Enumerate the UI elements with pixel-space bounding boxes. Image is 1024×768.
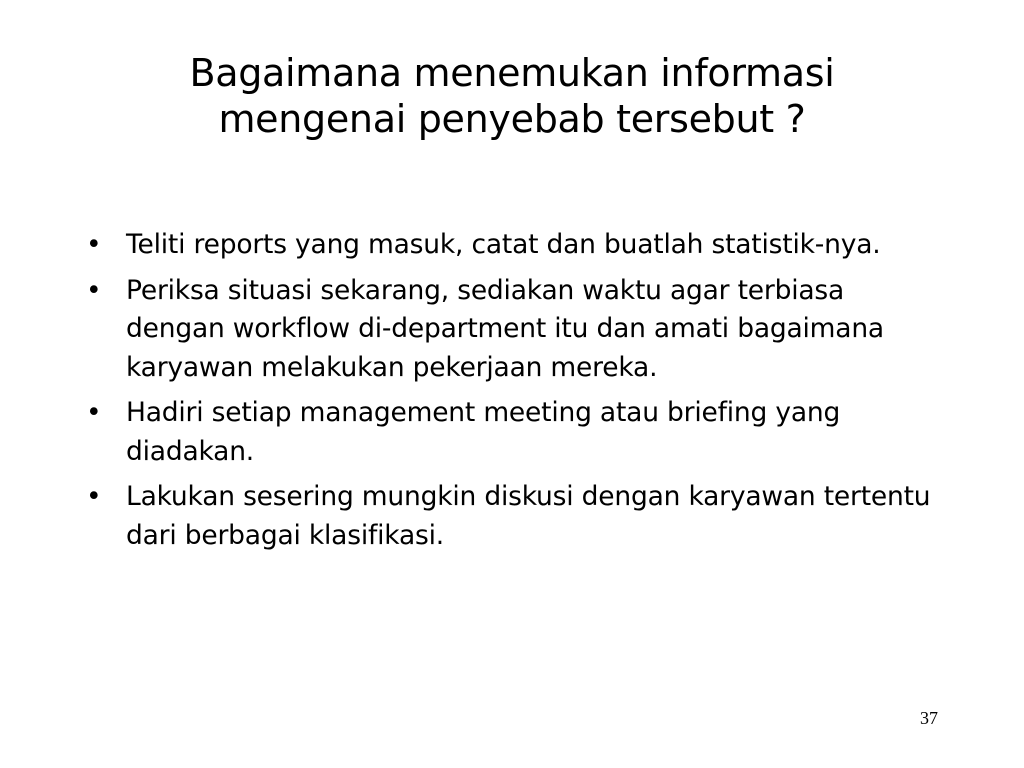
slide-title-line-2: mengenai penyebab tersebut ? (218, 97, 806, 141)
slide-number: 37 (920, 708, 938, 728)
bullet-text: Hadiri setiap management meeting atau briefing yang diadakan. (126, 397, 841, 467)
bullet-icon: • (86, 274, 102, 306)
bullet-text: Lakukan sesering mungkin diskusi dengan karyawan tertentu dari berbagai klasifikasi. (126, 481, 931, 551)
bullet-item-3 (86, 394, 946, 471)
bullet-item-2 (86, 272, 946, 388)
bullet-item-1 (86, 226, 946, 265)
slide-title (110, 50, 914, 142)
bullet-icon: • (86, 481, 102, 512)
bullet-list (86, 226, 946, 562)
bullet-item-4 (86, 478, 946, 555)
bullet-icon: • (86, 229, 102, 260)
slide-title-line-1: Bagaimana menemukan informasi (189, 51, 835, 95)
bullet-icon: • (86, 397, 102, 428)
bullet-text: Teliti reports yang masuk, catat dan buatlah statistik-nya. (126, 229, 881, 260)
bullet-text: Periksa situasi sekarang, sediakan waktu agar terbiasa dengan workflow di-department itu dan amati bagaimana karyawan melakukan pekerjaan mereka. (126, 274, 884, 383)
